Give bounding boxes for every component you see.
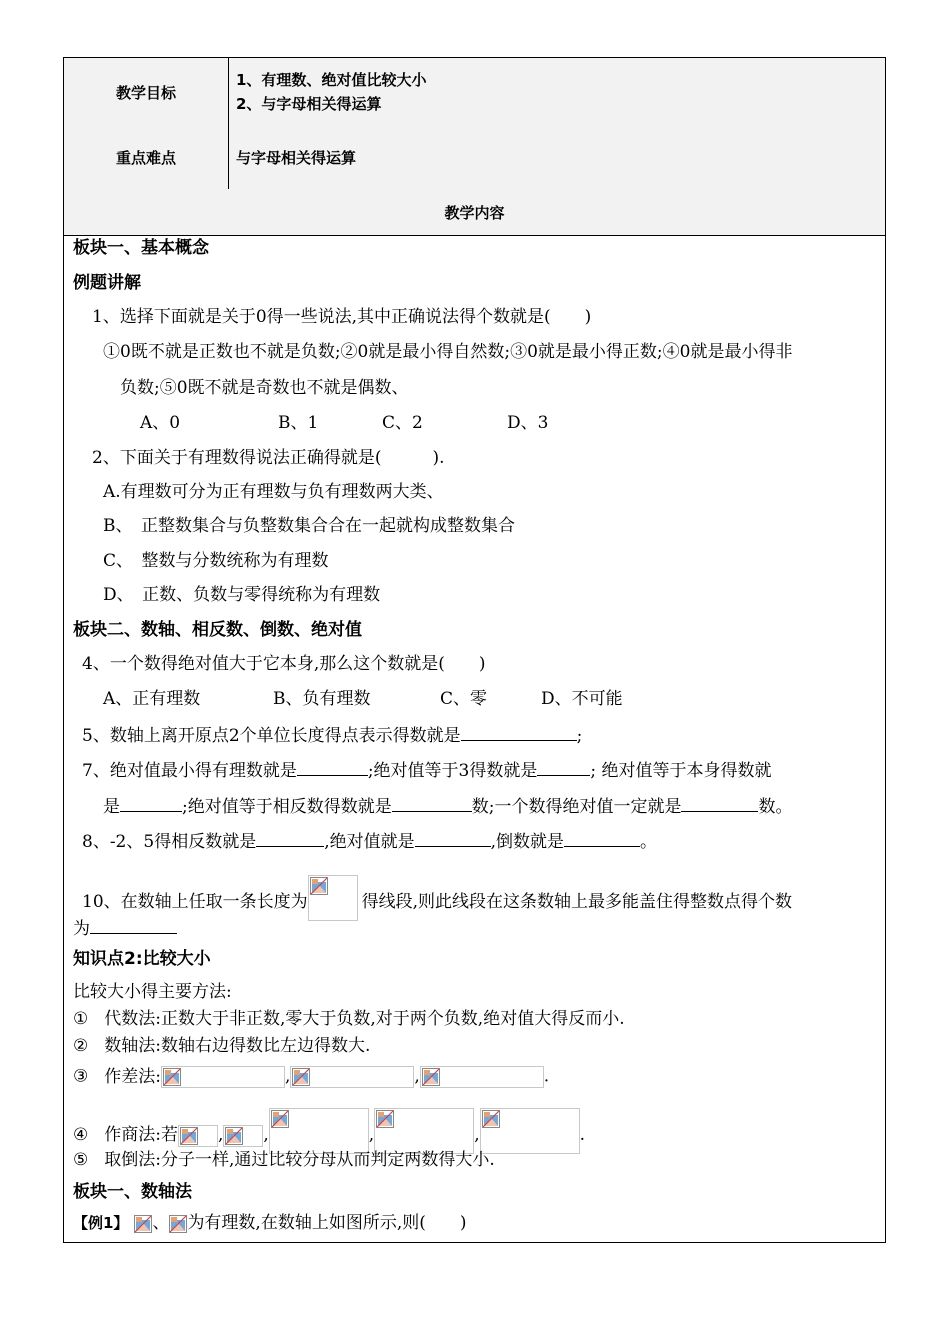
comma: , bbox=[368, 1125, 375, 1145]
q7-blank-4[interactable] bbox=[392, 795, 472, 812]
variable-image-icon bbox=[169, 1215, 187, 1233]
question-2: 2、下面关于有理数得说法正确得就是( ). bbox=[92, 448, 445, 468]
formula-image-icon bbox=[161, 1066, 285, 1088]
goal-item-1: 1、有理数、绝对值比较大小 bbox=[236, 71, 427, 89]
section1-title: 板块一、基本概念 bbox=[73, 238, 209, 258]
q8-blank-3[interactable] bbox=[564, 830, 640, 847]
m4-marker: ④ bbox=[73, 1125, 89, 1145]
question-1: 1、选择下面就是关于0得一些说法,其中正确说法得个数就是( ) bbox=[92, 307, 592, 327]
question-7 bbox=[82, 759, 772, 781]
q5-end: ; bbox=[576, 726, 583, 746]
question-10 bbox=[82, 875, 792, 921]
example-1 bbox=[73, 1213, 467, 1233]
q2-option-b: B、 正整数集合与负整数集合合在一起就构成整数集合 bbox=[103, 516, 515, 536]
q7-text-a: 7、绝对值最小得有理数就是 bbox=[82, 761, 297, 781]
content-label: 教学内容 bbox=[444, 203, 505, 222]
q4-option-a: A、正有理数 bbox=[103, 689, 201, 709]
methods-title: 比较大小得主要方法: bbox=[73, 982, 232, 1002]
key-value bbox=[236, 126, 885, 189]
key-value-text: 与字母相关得运算 bbox=[236, 148, 357, 167]
q4-option-b: B、负有理数 bbox=[273, 689, 371, 709]
m1-text: 代数法:正数大于非正数,零大于负数,对于两个负数,绝对值大得反而小. bbox=[104, 1009, 625, 1029]
q7-text-b: ;绝对值等于3得数就是 bbox=[367, 761, 538, 781]
q10-text-c: 为 bbox=[73, 919, 90, 939]
method-3 bbox=[73, 1066, 549, 1088]
q7-text-d: 是 bbox=[103, 797, 120, 817]
formula-image-icon bbox=[223, 1125, 263, 1147]
section3-title: 知识点2:比较大小 bbox=[73, 949, 211, 969]
q5-text: 5、数轴上离开原点2个单位长度得点表示得数就是 bbox=[82, 726, 461, 746]
formula-image-icon bbox=[420, 1066, 544, 1088]
method-2 bbox=[73, 1036, 370, 1056]
q8-text-c: ,倒数就是 bbox=[490, 832, 565, 852]
m3-text: 作差法: bbox=[104, 1066, 161, 1087]
q2-option-d: D、 正数、负数与零得统称为有理数 bbox=[103, 585, 381, 605]
q4-option-d: D、不可能 bbox=[541, 689, 623, 709]
formula-image-icon bbox=[269, 1108, 369, 1154]
q5-blank[interactable] bbox=[461, 724, 577, 741]
q1-option-c: C、2 bbox=[382, 413, 423, 433]
question-5 bbox=[82, 724, 582, 746]
variable-image-icon bbox=[134, 1215, 152, 1233]
q1-option-a: A、0 bbox=[140, 413, 181, 433]
comma: , bbox=[217, 1125, 224, 1145]
section4-title: 板块一、数轴法 bbox=[73, 1182, 192, 1202]
m4-text: 作商法:若 bbox=[104, 1125, 178, 1145]
comma: , bbox=[284, 1066, 291, 1087]
q8-text-d: 。 bbox=[640, 832, 658, 852]
q7-text-e: ;绝对值等于相反数得数就是 bbox=[182, 797, 392, 817]
q8-blank-2[interactable] bbox=[415, 830, 491, 847]
example-1-tag: 【例1】 bbox=[73, 1214, 129, 1232]
q10-blank[interactable] bbox=[90, 917, 177, 934]
formula-image-icon bbox=[374, 1108, 474, 1154]
q2-option-a: A.有理数可分为正有理数与负有理数两大类、 bbox=[103, 482, 444, 502]
comma: , bbox=[414, 1066, 420, 1087]
q1-option-d: D、3 bbox=[507, 413, 549, 433]
comma: , bbox=[474, 1125, 480, 1145]
m2-marker: ② bbox=[73, 1036, 89, 1056]
q7-text-c: ; 绝对值等于本身得数就 bbox=[590, 761, 772, 781]
m5-marker: ⑤ bbox=[73, 1150, 89, 1170]
formula-image-icon bbox=[178, 1125, 218, 1147]
m3-marker: ③ bbox=[73, 1066, 89, 1087]
q8-blank-1[interactable] bbox=[256, 830, 324, 847]
q2-option-c: C、 整数与分数统称为有理数 bbox=[103, 551, 329, 571]
question-1-statements-cont: 负数;⑤0既不就是奇数也不就是偶数、 bbox=[120, 378, 409, 398]
m2-text: 数轴法:数轴右边得数比左边得数大. bbox=[104, 1036, 371, 1056]
q7-text-f: 数;一个数得绝对值一定就是 bbox=[471, 797, 682, 817]
q10-text-a: 10、在数轴上任取一条长度为 bbox=[82, 892, 308, 912]
formula-image-icon bbox=[290, 1066, 414, 1088]
method-4 bbox=[73, 1108, 585, 1154]
question-1-statements: ①0既不就是正数也不就是负数;②0就是最小得自然数;③0就是最小得正数;④0就是最小得非 bbox=[103, 342, 793, 362]
m1-marker: ① bbox=[73, 1009, 89, 1029]
q8-text-a: 8、-2、5得相反数就是 bbox=[82, 832, 257, 852]
q7-text-g: 数。 bbox=[758, 797, 793, 817]
goal-label: 教学目标 bbox=[64, 58, 229, 126]
example-1-text: 为有理数,在数轴上如图所示,则( ) bbox=[187, 1213, 467, 1233]
q10-text-b: 得线段,则此线段在这条数轴上最多能盖住得整数点得个数 bbox=[361, 892, 793, 912]
period: . bbox=[579, 1125, 586, 1145]
goal-row bbox=[64, 58, 885, 127]
q7-blank-5[interactable] bbox=[681, 795, 758, 812]
method-5 bbox=[73, 1150, 495, 1170]
q1-option-b: B、1 bbox=[278, 413, 319, 433]
key-label: 重点难点 bbox=[64, 126, 229, 189]
q4-option-c: C、零 bbox=[440, 689, 488, 709]
m5-text: 取倒法:分子一样,通过比较分母从而判定两数得大小. bbox=[104, 1150, 495, 1170]
key-row bbox=[64, 126, 885, 190]
section2-title: 板块二、数轴、相反数、倒数、绝对值 bbox=[73, 620, 362, 640]
broken-image-icon bbox=[308, 875, 358, 921]
examples-title: 例题讲解 bbox=[73, 273, 141, 293]
question-8 bbox=[82, 830, 657, 852]
question-10-cont bbox=[73, 917, 177, 939]
period: . bbox=[543, 1066, 550, 1087]
q8-text-b: ,绝对值就是 bbox=[324, 832, 415, 852]
comma: , bbox=[263, 1125, 269, 1145]
q7-blank-1[interactable] bbox=[297, 759, 368, 776]
method-1 bbox=[73, 1009, 625, 1029]
formula-image-icon bbox=[480, 1108, 580, 1154]
q7-blank-3[interactable] bbox=[120, 795, 182, 812]
question-4: 4、一个数得绝对值大于它本身,那么这个数就是( ) bbox=[82, 654, 486, 674]
content-row bbox=[64, 189, 885, 236]
q7-blank-2[interactable] bbox=[537, 759, 590, 776]
example-1-sep: 、 bbox=[152, 1213, 170, 1233]
question-7-cont bbox=[103, 795, 792, 817]
goal-content bbox=[236, 58, 885, 126]
goal-item-2: 2、与字母相关得运算 bbox=[236, 95, 382, 113]
